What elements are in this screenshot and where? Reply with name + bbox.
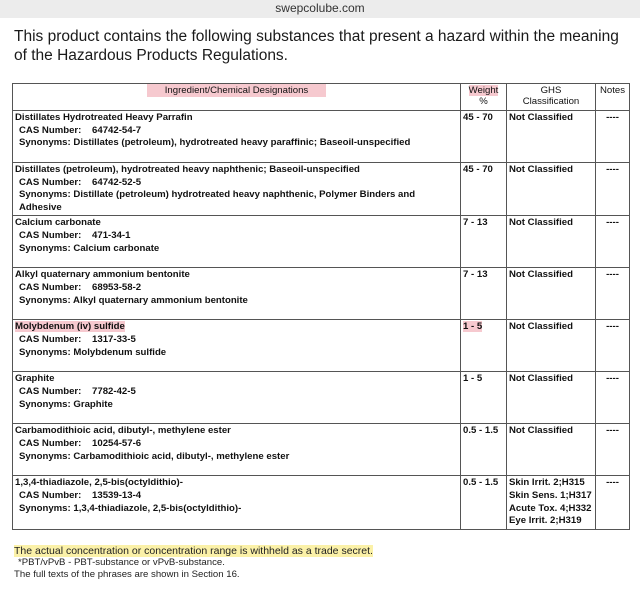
ingredient-name: Distillates (petroleum), hydrotreated heavy naphthenic; Baseoil-unspecified (15, 164, 360, 175)
ghs-cell (507, 163, 596, 216)
ingredient-name: Carbamodithioic acid, dibutyl-, methylene ester (15, 425, 231, 437)
ghs-cell (507, 476, 596, 529)
cas-number: CAS Number: 64742-54-7 (19, 124, 142, 136)
ghs-class: Not Classified (509, 217, 573, 229)
notes-cell: ---- (596, 372, 630, 424)
weight-cell: 1 - 5 (461, 372, 507, 424)
footer-notes (14, 545, 629, 581)
hazard-table (12, 83, 630, 530)
intro-paragraph: This product contains the following substances that present a hazard within the meaning of the Hazardous Products Regulations. (14, 28, 619, 64)
ghs-class: Skin Sens. 1;H317 (509, 489, 592, 501)
ingredient-cell (13, 372, 461, 424)
weight-cell: 0.5 - 1.5 (461, 424, 507, 476)
url-text: swepcolube.com (275, 1, 365, 15)
pbt-note: *PBT/vPvB - PBT-substance or vPvB-substance. (18, 557, 225, 568)
notes-cell: ---- (596, 163, 630, 216)
cas-number: CAS Number: 1317-33-5 (19, 333, 136, 345)
ingredient-name: Distillates Hydrotreated Heavy Parrafin (15, 112, 193, 123)
synonyms: Synonyms: Calcium carbonate (19, 242, 160, 254)
cas-number: CAS Number: 10254-57-6 (19, 437, 142, 449)
ghs-class: Not Classified (509, 321, 573, 333)
ghs-cell (507, 372, 596, 424)
synonyms: Synonyms: Molybdenum sulfide (19, 346, 167, 358)
ghs-cell (507, 268, 596, 320)
weight-cell: 7 - 13 (461, 216, 507, 268)
table-row (13, 424, 630, 476)
table-row (13, 320, 630, 372)
weight-cell: 7 - 13 (461, 268, 507, 320)
notes-cell: ---- (596, 320, 630, 372)
ghs-cell (507, 424, 596, 476)
ghs-class: Not Classified (509, 425, 573, 437)
ingredient-cell (13, 216, 461, 268)
ingredient-name: Calcium carbonate (15, 217, 101, 229)
ingredient-name: 1,3,4-thiadiazole, 2,5-bis(octyldithio)- (15, 477, 183, 489)
synonyms: Synonyms: Graphite (19, 398, 113, 410)
ghs-class: Not Classified (509, 373, 573, 385)
notes-cell: ---- (596, 476, 630, 529)
cas-number: CAS Number: 68953-58-2 (19, 281, 142, 293)
notes-cell: ---- (596, 424, 630, 476)
ingredient-name: Graphite (15, 373, 55, 385)
synonyms: Synonyms: Carbamodithioic acid, dibutyl-, methylene ester (19, 450, 290, 462)
weight-cell: 0.5 - 1.5 (461, 476, 507, 529)
trade-secret-note: The actual concentration or concentration range is withheld as a trade secret. (14, 545, 373, 557)
notes-cell: ---- (596, 111, 630, 163)
ingredient-cell (13, 476, 461, 529)
notes-cell: ---- (596, 268, 630, 320)
cas-number: CAS Number: 13539-13-4 (19, 489, 142, 501)
ghs-class: Skin Irrit. 2;H315 (509, 477, 585, 489)
table-row (13, 268, 630, 320)
weight-cell: 45 - 70 (461, 163, 507, 216)
ghs-class: Not Classified (509, 164, 573, 175)
ingredient-cell (13, 268, 461, 320)
url-bar[interactable] (0, 0, 640, 18)
ghs-cell (507, 320, 596, 372)
table-row (13, 216, 630, 268)
ingredient-cell (13, 320, 461, 372)
synonyms: Synonyms: Alkyl quaternary ammonium bentonite (19, 294, 248, 306)
ghs-class: Acute Tox. 4;H332 (509, 502, 592, 514)
ghs-class: Eye Irrit. 2;H319 (509, 515, 582, 527)
synonyms: Synonyms: Distillates (petroleum), hydrotreated heavy paraffinic; Baseoil-unspecified (19, 137, 411, 149)
ghs-class: Not Classified (509, 112, 573, 123)
table-row (13, 372, 630, 424)
table-row (13, 111, 630, 163)
header-ghs: GHS Classification (507, 84, 596, 111)
header-ingredient: Ingredient/Chemical Designations (13, 84, 461, 111)
ingredient-cell (13, 111, 461, 163)
ingredient-name: Alkyl quaternary ammonium bentonite (15, 269, 190, 281)
ghs-cell (507, 111, 596, 163)
header-weight: Weight % (461, 84, 507, 111)
synonyms: Synonyms: Distillate (petroleum) hydrotreated heavy naphthenic, Polymer Binders and Adhesive (19, 189, 416, 213)
notes-cell: ---- (596, 216, 630, 268)
table-header-row (13, 84, 630, 111)
table-row (13, 163, 630, 216)
weight-cell: 45 - 70 (461, 111, 507, 163)
cas-number: CAS Number: 471-34-1 (19, 229, 131, 241)
ingredient-cell (13, 424, 461, 476)
header-notes: Notes (596, 84, 630, 111)
ghs-class: Not Classified (509, 269, 573, 281)
cas-number: CAS Number: 64742-52-5 (19, 176, 142, 188)
cas-number: CAS Number: 7782-42-5 (19, 385, 136, 397)
ingredient-name: Molybdenum (iv) sulfide (15, 321, 125, 333)
synonyms: Synonyms: 1,3,4-thiadiazole, 2,5-bis(octyldithio)- (19, 502, 242, 514)
ingredient-cell (13, 163, 461, 216)
weight-cell: 1 - 5 (461, 320, 507, 372)
section16-note: The full texts of the phrases are shown in Section 16. (14, 569, 240, 580)
ghs-cell (507, 216, 596, 268)
table-row (13, 476, 630, 529)
